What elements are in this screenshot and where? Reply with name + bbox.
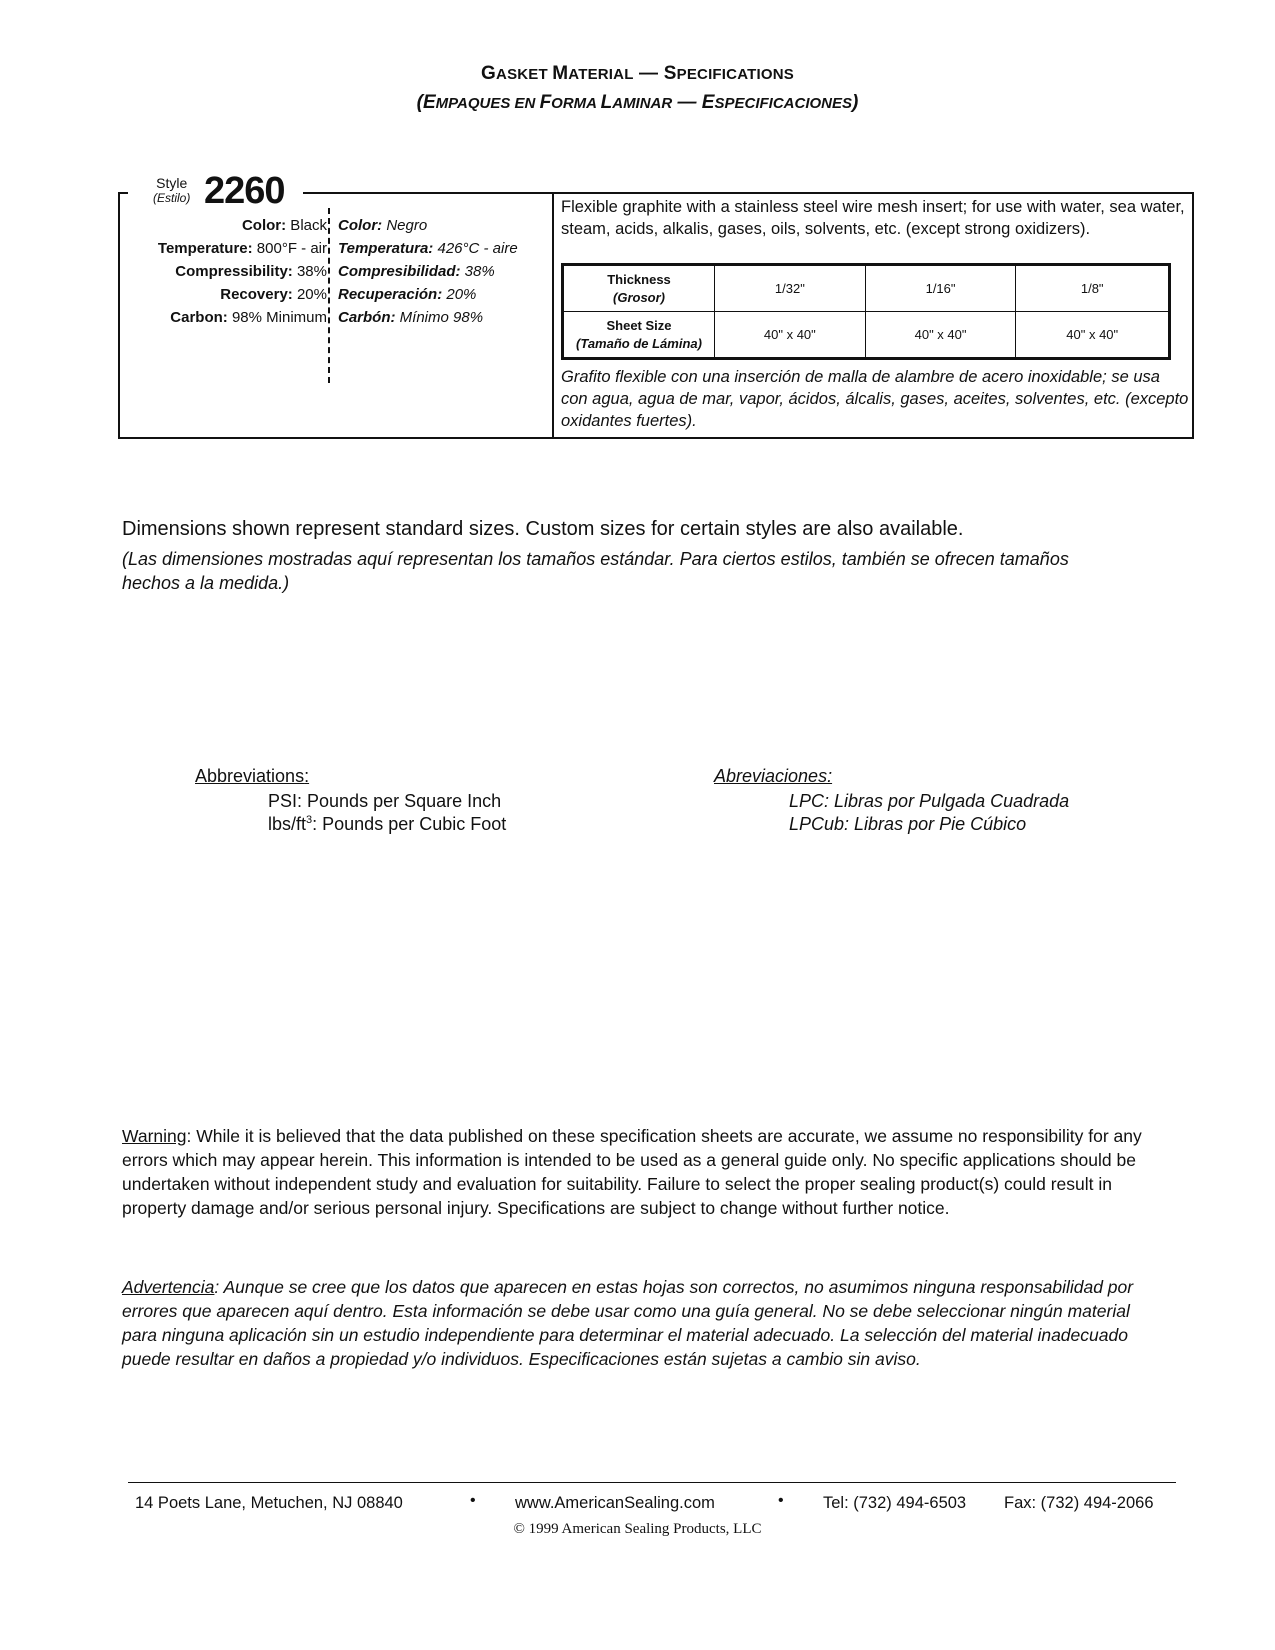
thickness-header: Thickness (Grosor)	[563, 265, 715, 312]
property-row: Compresibilidad: 38%	[338, 263, 495, 280]
abbreviation-lpc: LPC: Libras por Pulgada Cuadrada	[789, 791, 1070, 811]
property-row: Recovery: 20%	[220, 286, 327, 303]
table-row	[563, 312, 1170, 359]
property-row: Compressibility: 38%	[175, 263, 327, 280]
footer-telephone: Tel: (732) 494-6503	[823, 1494, 967, 1512]
spec-box-top-rule-left	[118, 192, 128, 194]
warning-spanish: Advertencia: Aunque se cree que los datos que aparecen en estas hojas son correctos, no asumimos ninguna responsabilidad por errores que aparecen aquí dentro. Esta información se debe usar como una guía general. No se debe seleccionar ningún material para ninguna aplicación sin un estudio independiente para determinar el material adecuado. La selección del material inadecuado puede resultar en daños a propiedad y/o individuos. Especificaciones están sujetas a cambio sin aviso.	[122, 1277, 1134, 1369]
page-subtitle: (EMPAQUES EN FORMA LAMINAR — ESPECIFICACIONES)	[416, 92, 859, 113]
spec-box-top-rule-right	[303, 192, 1194, 194]
spec-box-divider	[552, 192, 554, 439]
footer-bullet: •	[778, 1492, 784, 1509]
footer-bullet: •	[470, 1492, 476, 1509]
sheet-size-table	[561, 263, 1171, 360]
properties-spanish	[338, 214, 518, 329]
properties-english	[158, 214, 327, 329]
footer-address: 14 Poets Lane, Metuchen, NJ 08840	[135, 1494, 403, 1512]
description-english: Flexible graphite with a stainless steel wire mesh insert; for use with water, sea water, steam, acids, alkalis, gases, oils, solvents, etc. (except strong oxidizers).	[561, 198, 1185, 238]
table-cell: 40" x 40"	[715, 312, 866, 359]
sheet-size-header: Sheet Size (Tamaño de Lámina)	[563, 312, 715, 359]
table-cell: 40" x 40"	[865, 312, 1016, 359]
abreviaciones-heading: Abreviaciones:	[714, 766, 833, 786]
page-title: GASKET MATERIAL — SPECIFICATIONS	[481, 63, 794, 84]
table-cell: 1/32"	[715, 265, 866, 312]
dimensions-note-spanish: (Las dimensiones mostradas aquí representan los tamaños estándar. Para ciertos estilos, también se ofrecen tamaños hechos a la medida.)	[122, 549, 1069, 593]
properties-separator	[328, 208, 330, 383]
abbreviations-heading: Abbreviations:	[195, 766, 310, 786]
footer-website-link[interactable]: www.AmericanSealing.com	[515, 1494, 715, 1512]
property-row: Color: Black	[241, 217, 327, 234]
dimensions-note-english: Dimensions shown represent standard sizes. Custom sizes for certain styles are also available.	[122, 518, 964, 540]
table-cell: 1/8"	[1016, 265, 1170, 312]
abbreviation-psi: PSI: Pounds per Square Inch	[268, 791, 502, 811]
warning-english: Warning: While it is believed that the data published on these specification sheets are accurate, we assume no responsibility for any errors which may appear herein. This information is intended to be used as a general guide only. No specific applications should be undertaken without independent study and evaluation for suitability. Failure to select the proper sealing product(s) could result in property damage and/or serious personal injury. Specifications are subject to change without further notice.	[122, 1126, 1142, 1218]
abbreviation-lpcub: LPCub: Libras por Pie Cúbico	[789, 814, 1027, 834]
style-label: Style (Estilo)	[153, 175, 191, 205]
footer-copyright: © 1999 American Sealing Products, LLC	[513, 1521, 762, 1537]
property-row: Temperature: 800°F - air	[157, 240, 327, 257]
property-row: Carbon: 98% Minimum	[170, 309, 327, 326]
abbreviation-lbs: lbs/$ft^3$: Pounds per Cubic Foot	[268, 814, 507, 834]
property-row: Color: Negro	[338, 217, 428, 234]
table-row	[563, 265, 1170, 312]
property-row: Recuperación: 20%	[338, 286, 477, 303]
table-cell: 1/16"	[865, 265, 1016, 312]
footer-rule	[128, 1482, 1176, 1483]
property-row: Temperatura: 426°C - aire	[338, 240, 518, 257]
style-number: 2260	[204, 170, 285, 212]
footer-fax: Fax: (732) 494-2066	[1004, 1494, 1154, 1512]
property-row: Carbón: Mínimo 98%	[338, 309, 484, 326]
description-spanish: Grafito flexible con una inserción de malla de alambre de acero inoxidable; se usa con agua, agua de mar, vapor, ácidos, álcalis, gases, aceites, solventes, etc. (excepto oxidantes fuertes).	[561, 368, 1189, 430]
table-cell: 40" x 40"	[1016, 312, 1170, 359]
